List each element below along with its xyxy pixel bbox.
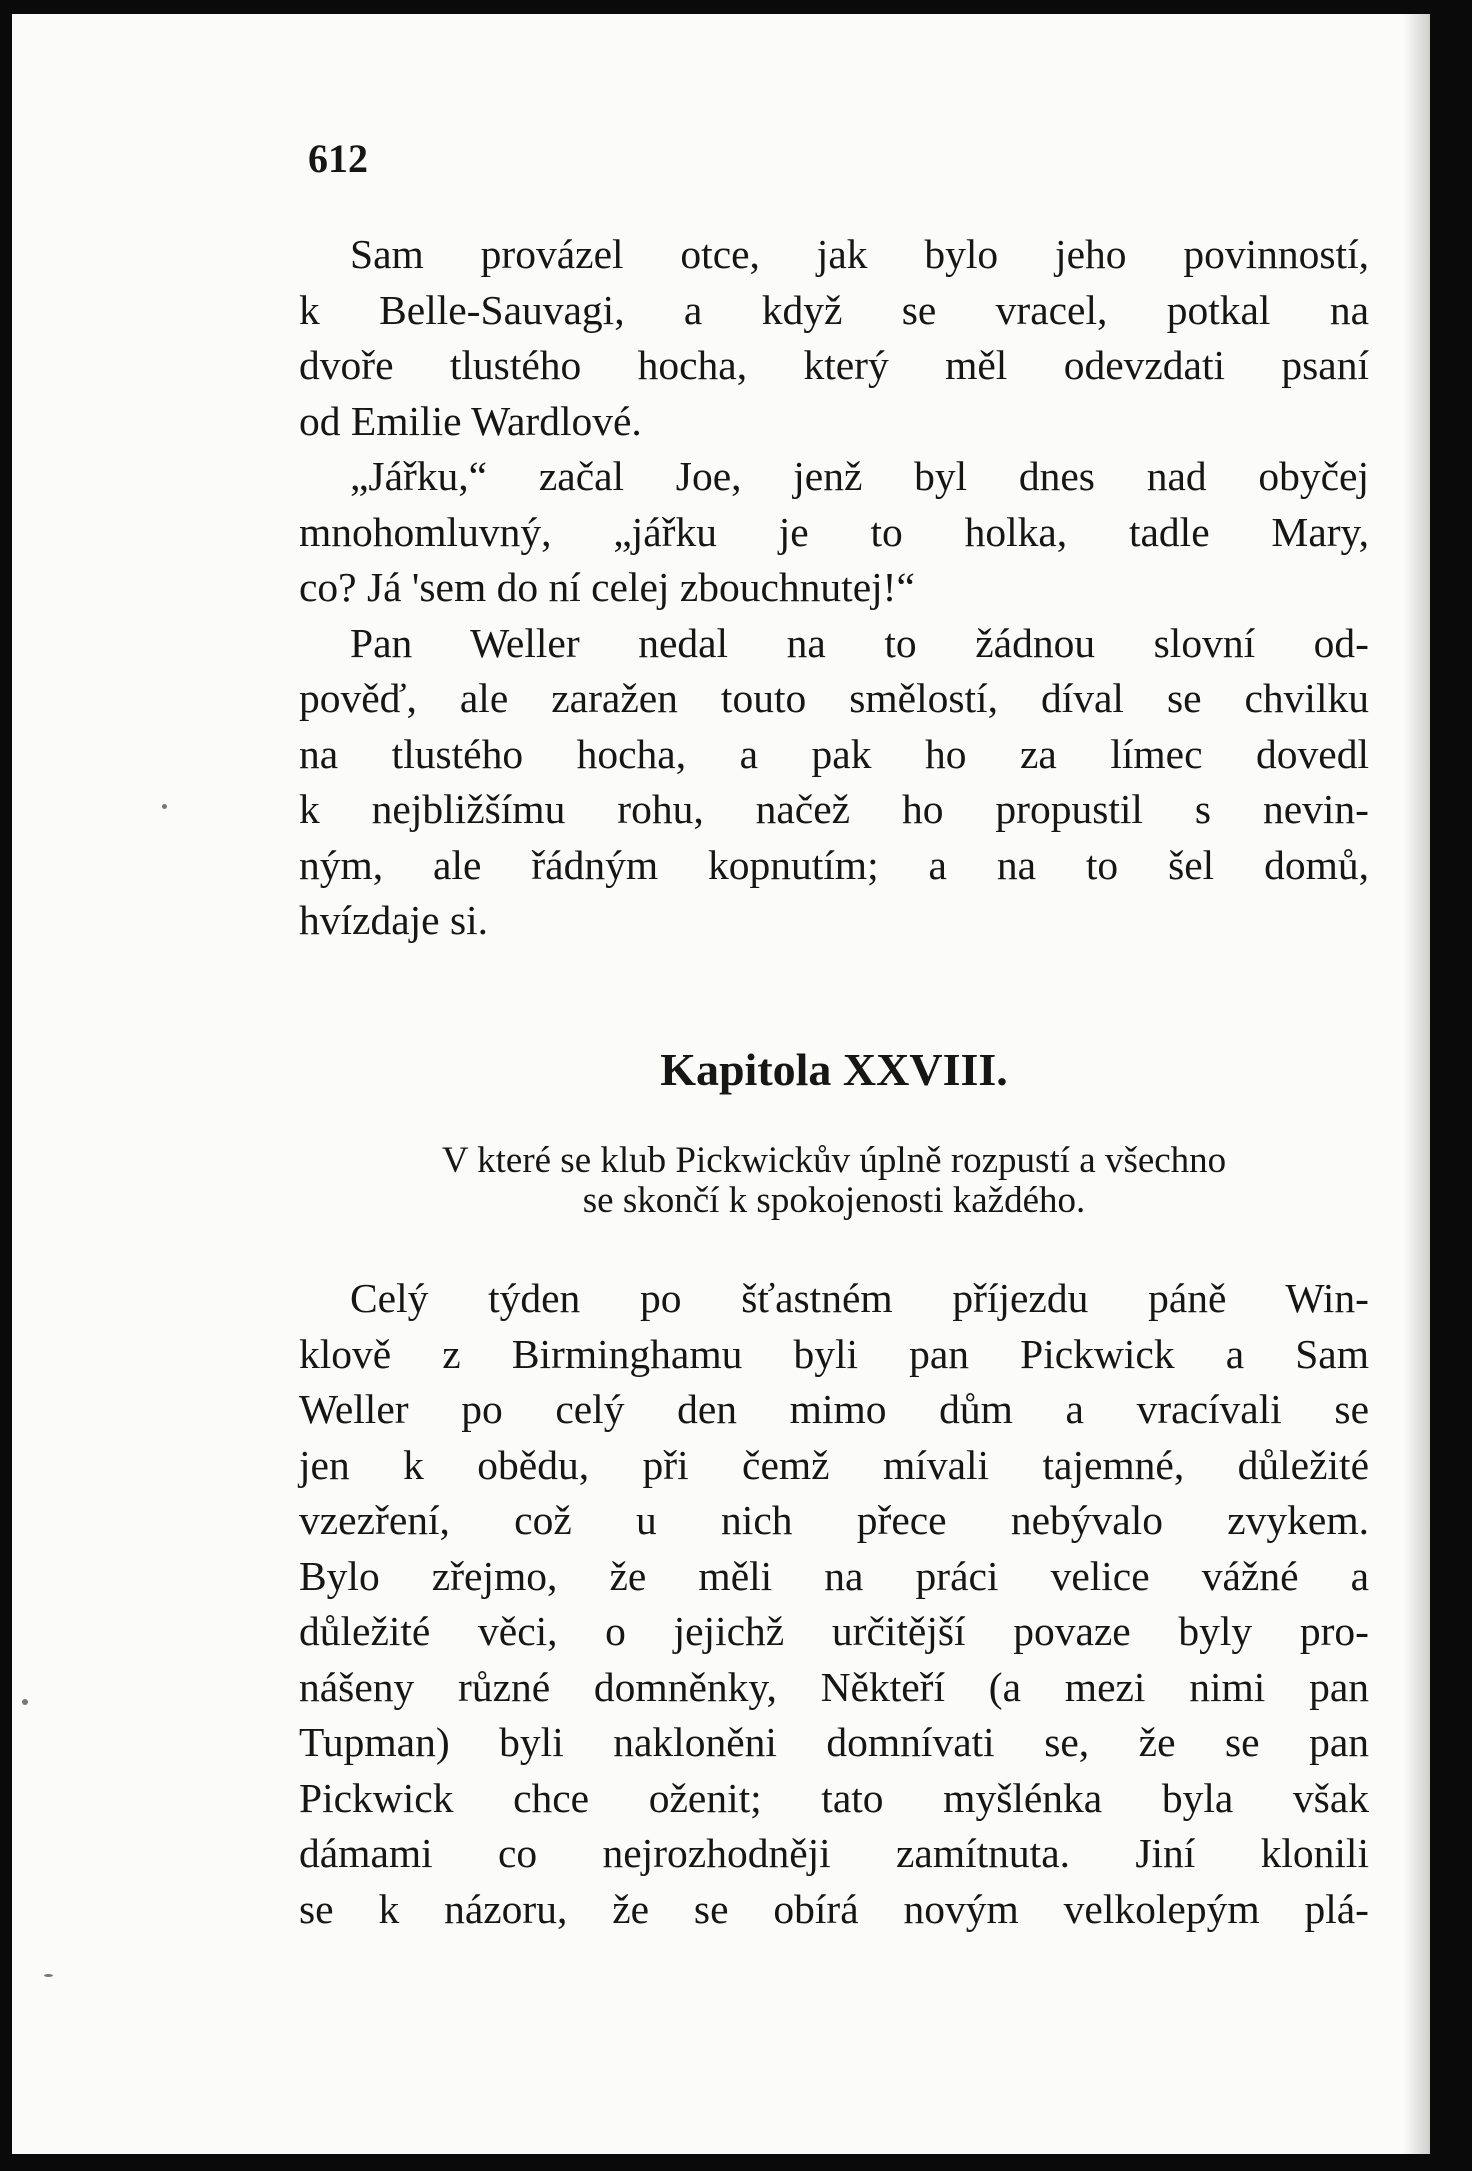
text-line: mnohomluvný, „jářku je to holka, tadle Mary, xyxy=(299,508,1369,555)
text-line: „Jářku,“ začal Joe, jenž byl dnes nad obyčej xyxy=(350,453,1369,499)
text-line: Sam provázel otce, jak bylo jeho povinností, xyxy=(350,231,1369,277)
text-line: Pickwick chce oženit; tato myšlénka byla však xyxy=(299,1774,1369,1821)
paragraph-4 xyxy=(299,1271,1369,1937)
text-line: Pan Weller nedal na to žádnou slovní od- xyxy=(350,619,1369,666)
book-page xyxy=(12,14,1430,2154)
summary-line: se skončí k spokojenosti každého. xyxy=(582,1180,1086,1222)
text-line: co? Já 'sem do ní celej zbouchnutej!“ xyxy=(299,564,915,610)
text-line: nášeny různé domněnky, Někteří (a mezi nimi pan xyxy=(299,1663,1369,1710)
text-line: na tlustého hocha, a pak ho za límec dovedl xyxy=(299,730,1369,777)
text-line: ným, ale řádným kopnutím; a na to šel domů, xyxy=(299,841,1369,888)
paragraph-3 xyxy=(299,616,1369,949)
text-line: Weller po celý den mimo dům a vracívali se xyxy=(299,1386,1369,1433)
scan-speck xyxy=(162,804,167,809)
page-content xyxy=(299,136,1369,1937)
text-line: dámami co nejrozhodněji zamítnuta. Jiní klonili xyxy=(299,1830,1369,1877)
scan-speck xyxy=(44,1974,53,1977)
text-line: vzezření, což u nich přece nebývalo zvykem. xyxy=(299,1497,1369,1544)
chapter-summary xyxy=(299,1141,1369,1221)
text-line: klově z Birminghamu byli pan Pickwick a Sam xyxy=(299,1330,1369,1377)
text-line: Celý týden po šťastném příjezdu páně Win- xyxy=(350,1275,1369,1322)
text-line: Tupman) byli nakloněni domnívati se, že se pan xyxy=(299,1719,1369,1766)
text-line: k Belle-Sauvagi, a když se vracel, potkal na xyxy=(299,286,1369,333)
page-number: 612 xyxy=(308,136,368,181)
text-line: dvoře tlustého hocha, který měl odevzdati psaní xyxy=(299,342,1369,388)
text-line: se k názoru, že se obírá novým velkolepým plá- xyxy=(299,1885,1369,1932)
text-line: hvízdaje si. xyxy=(299,897,488,943)
scan-speck xyxy=(22,1699,28,1705)
text-line: od Emilie Wardlové. xyxy=(299,397,642,444)
page-edge-shadow xyxy=(1404,14,1430,2154)
summary-line: V které se klub Pickwickův úplně rozpustí a všechno xyxy=(441,1140,1227,1182)
text-line: pověď, ale zaražen touto smělostí, díval se chvilku xyxy=(299,675,1369,721)
paragraph-2 xyxy=(299,449,1369,616)
chapter-title: Kapitola XXVIII. xyxy=(660,1043,1008,1095)
text-line: Bylo zřejmo, že měli na práci velice vážné a xyxy=(299,1552,1369,1599)
text-line: jen k obědu, při čemž mívali tajemné, důležité xyxy=(299,1441,1369,1488)
text-line: k nejbližšímu rohu, načež ho propustil s nevin- xyxy=(299,786,1369,832)
paragraph-1 xyxy=(299,227,1369,449)
text-line: důležité věci, o jejichž určitější povaze byly pro- xyxy=(299,1608,1369,1655)
